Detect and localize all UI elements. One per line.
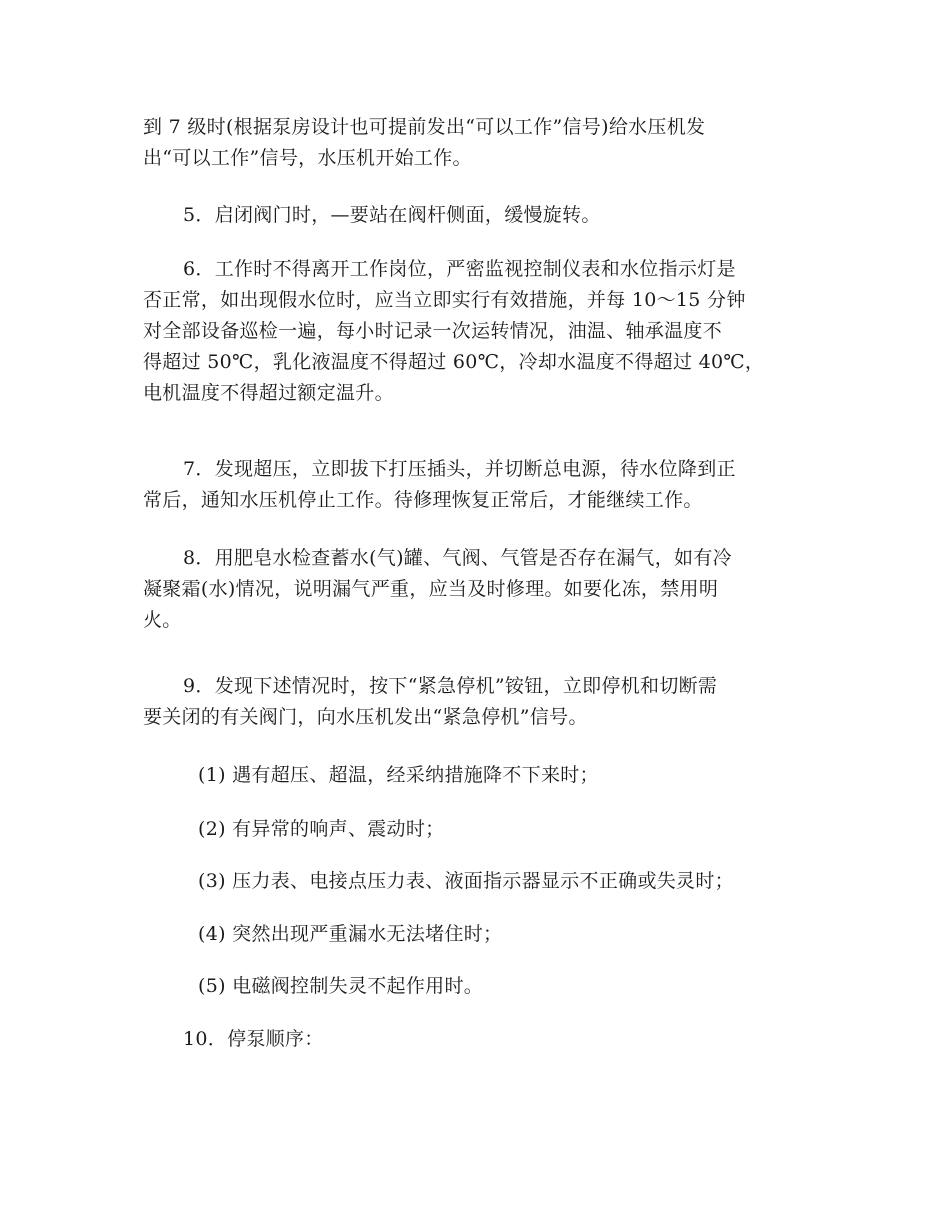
text-line: (4) 突然出现严重漏水无法堵住时； — [198, 923, 503, 945]
text-line: 到 7 级时(根据泵房设计也可提前发出“可以工作”信号)给水压机发 — [143, 116, 706, 138]
sub-item-5 — [143, 971, 808, 1002]
paragraph-item-7 — [143, 454, 808, 516]
text-line: 7．发现超压，立即拔下打压插头，并切断总电源，待水位降到正 — [183, 458, 736, 480]
text-line: (5) 电磁阀控制失灵不起作用时。 — [198, 975, 484, 997]
text-line: 常后，通知水压机停止工作。待修理恢复正常后，才能继续工作。 — [143, 489, 703, 511]
text-line: (3) 压力表、电接点压力表、液面指示器显示不正确或失灵时； — [198, 870, 734, 892]
text-line: 得超过 50℃，乳化液温度不得超过 60℃，冷却水温度不得超过 40℃， — [143, 351, 765, 373]
sub-item-1 — [143, 760, 808, 791]
paragraph-item-9 — [143, 671, 808, 733]
paragraph-item-5 — [143, 200, 808, 231]
text-line: (1) 遇有超压、超温，经采纳措施降不下来时； — [198, 764, 599, 786]
text-line: 5．启闭阀门时，—要站在阀杆侧面，缓慢旋转。 — [183, 204, 601, 226]
text-line: 要关闭的有关阀门，向水压机发出“紧急停机”信号。 — [143, 706, 588, 728]
text-line: 10．停泵顺序： — [183, 1028, 324, 1050]
sub-item-2 — [143, 814, 808, 845]
text-line: (2) 有异常的响声、震动时； — [198, 818, 445, 840]
paragraph-item-6 — [143, 254, 808, 409]
text-line: 对全部设备巡检一遍，每小时记录一次运转情况，油温、轴承温度不 — [143, 320, 723, 342]
text-line: 否正常，如出现假水位时，应当立即实行有效措施，并每 10～15 分钟 — [143, 289, 746, 311]
sub-item-4 — [143, 919, 808, 950]
paragraph-continuation — [143, 112, 808, 174]
paragraph-item-10 — [143, 1024, 808, 1055]
text-line: 凝聚霜(水)情况，说明漏气严重，应当及时修理。如要化冻，禁用明 — [143, 578, 719, 600]
paragraph-item-8 — [143, 543, 808, 636]
text-line: 火。 — [143, 609, 182, 631]
sub-item-3 — [143, 866, 808, 897]
text-line: 8．用肥皂水检查蓄水(气)罐、气阀、气管是否存在漏气，如有冷 — [183, 547, 732, 569]
text-line: 6．工作时不得离开工作岗位，严密监视控制仪表和水位指示灯是 — [183, 258, 736, 280]
text-line: 出“可以工作”信号，水压机开始工作。 — [143, 147, 472, 169]
text-line: 电机温度不得超过额定温升。 — [143, 382, 394, 404]
text-line: 9．发现下述情况时，按下“紧急停机”铵钮，立即停机和切断需 — [183, 675, 718, 697]
